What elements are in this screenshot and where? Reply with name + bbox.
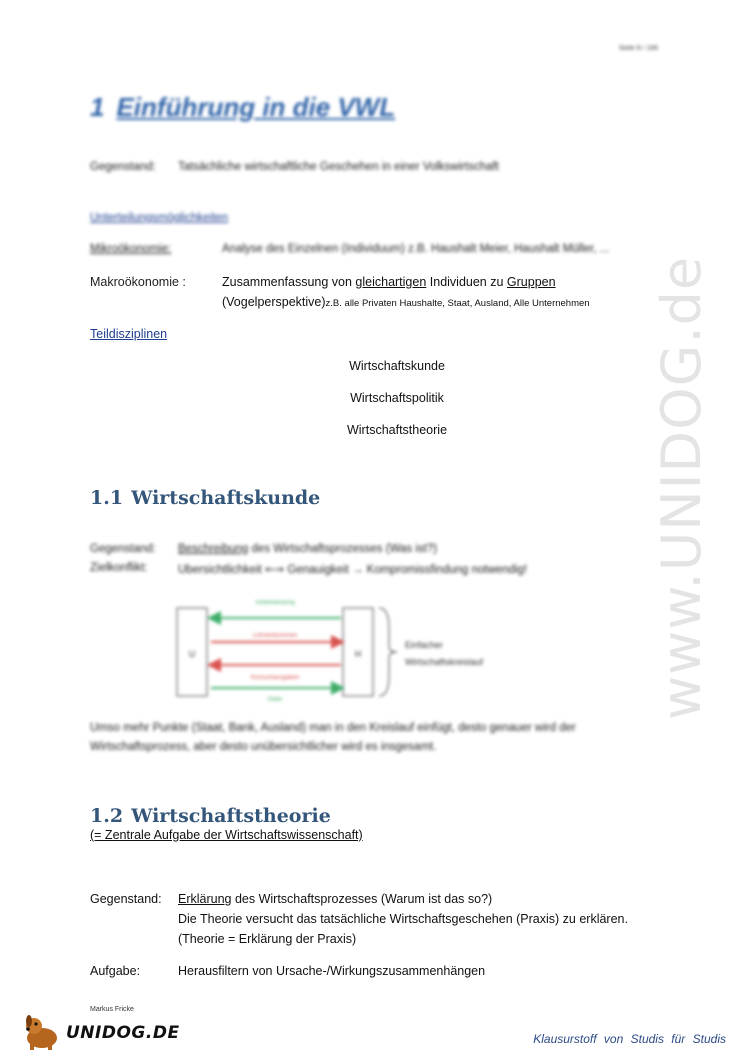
makro-text <box>222 275 556 289</box>
teildisziplin-item: Wirtschaftskunde <box>349 359 445 373</box>
s11-paragraph-line1: Umso mehr Punkte (Staat, Bank, Ausland) man in den Kreislauf einfügt, desto genauer wird der <box>90 722 576 734</box>
arrow-label: Güter <box>267 697 283 703</box>
teildisziplin-item: Wirtschaftspolitik <box>350 391 444 405</box>
s12-aufgabe-text: Herausfiltern von Ursache-/Wirkungszusammenhängen <box>178 964 486 978</box>
chapter-title: Einführung in die VWL <box>116 92 396 122</box>
makro-underlined-gleichartigen: gleichartigen <box>355 275 427 289</box>
section-1-1-heading <box>90 487 320 509</box>
section-number: 1.1 <box>90 487 124 509</box>
intro-gegenstand-text: Tatsächliche wirtschaftliche Geschehen in einer Volkswirtschaft <box>178 161 499 173</box>
s12-gegenstand-label: Gegenstand: <box>90 892 162 906</box>
teildisziplinen-heading[interactable]: Teildisziplinen <box>90 327 168 341</box>
s11-gegenstand-label: Gegenstand: <box>90 543 156 555</box>
makro-underlined-gruppen: Gruppen <box>506 275 556 289</box>
s12-gegenstand-line3: (Theorie = Erklärung der Praxis) <box>178 932 357 946</box>
s12-gegenstand-line2: Die Theorie versucht das tatsächliche Wirtschaftsgeschehen (Praxis) zu erklären. <box>178 912 628 926</box>
logo-text: UNIDOG.DE <box>66 1023 180 1043</box>
footer-author: Markus Fricke <box>90 1006 134 1013</box>
section-number: 1.2 <box>90 805 124 827</box>
section-title: Wirtschaftstheorie <box>131 805 331 827</box>
watermark: www.UNIDOG.de <box>650 255 713 720</box>
s11-zielkonflikt-label: Zielkonflikt: <box>90 562 148 574</box>
makro-label: Makroökonomie : <box>90 275 186 289</box>
s11-beschreibung: Beschreibung <box>178 543 249 555</box>
unterteilung-heading[interactable]: Unterteilungsmöglichkeiten <box>90 212 229 224</box>
makro-text-line2 <box>222 295 590 309</box>
brace-label-1: Einfacher <box>405 640 444 650</box>
s11-paragraph-line2: Wirtschaftsprozess, aber desto unübersichtlicher wird es insgesamt. <box>90 741 437 753</box>
unidog-logo[interactable] <box>22 1014 180 1050</box>
s12-gegenstand-rest: des Wirtschaftsprozesses (Warum ist das so?) <box>231 892 493 906</box>
section-title: Wirtschaftskunde <box>131 487 321 509</box>
makro-text-part: Zusammenfassung von <box>222 275 356 289</box>
chapter-number: 1 <box>90 92 105 122</box>
s12-erklaerung: Erklärung <box>178 892 232 906</box>
teildisziplin-item: Wirtschaftstheorie <box>346 423 448 437</box>
s11-gegenstand-text <box>178 543 437 555</box>
page-number: Seite 8 / 166 <box>618 45 658 52</box>
s12-gegenstand-text <box>178 892 492 906</box>
s12-aufgabe-label: Aufgabe: <box>90 964 141 978</box>
chapter-heading <box>90 92 395 123</box>
left-box-label: U <box>188 649 196 659</box>
right-box-label: H <box>354 649 362 659</box>
makro-text-part: Individuen zu <box>426 275 507 289</box>
mikro-text: Analyse des Einzelnen (Individuum) z.B. Haushalt Meier, Haushalt Müller, ... <box>222 243 610 255</box>
makro-example: z.B. alle Privaten Haushalte, Staat, Ausland, Alle Unternehmen <box>325 298 590 309</box>
makro-vogelperspektive: (Vogelperspektive) <box>222 295 326 309</box>
intro-gegenstand-label: Gegenstand: <box>90 161 156 173</box>
section-1-2-heading <box>90 805 331 827</box>
s11-zielkonflikt-text: Übersichtlichkeit ⇐⇒ Genauigkeit → Kompromissfindung notwendig! <box>178 564 528 576</box>
brace-label-2: Wirtschaftskreislauf <box>405 657 484 667</box>
s12-subtitle: (= Zentrale Aufgabe der Wirtschaftswissenschaft) <box>90 828 363 842</box>
arrow-label: Konsumausgaben <box>250 675 300 681</box>
s11-gegenstand-rest: des Wirtschaftsprozesses (Was ist?) <box>248 543 438 555</box>
arrow-label: Lohneinkommen <box>252 633 298 639</box>
footer-tagline: Klausurstoff von Studis für Studis <box>533 1032 726 1046</box>
kreislauf-diagram <box>175 592 525 707</box>
dog-icon <box>22 1014 66 1050</box>
arrow-label: Arbeitsleistung <box>255 600 295 606</box>
curly-brace <box>379 608 397 696</box>
mikro-label: Mikroökonomie: <box>90 243 172 255</box>
